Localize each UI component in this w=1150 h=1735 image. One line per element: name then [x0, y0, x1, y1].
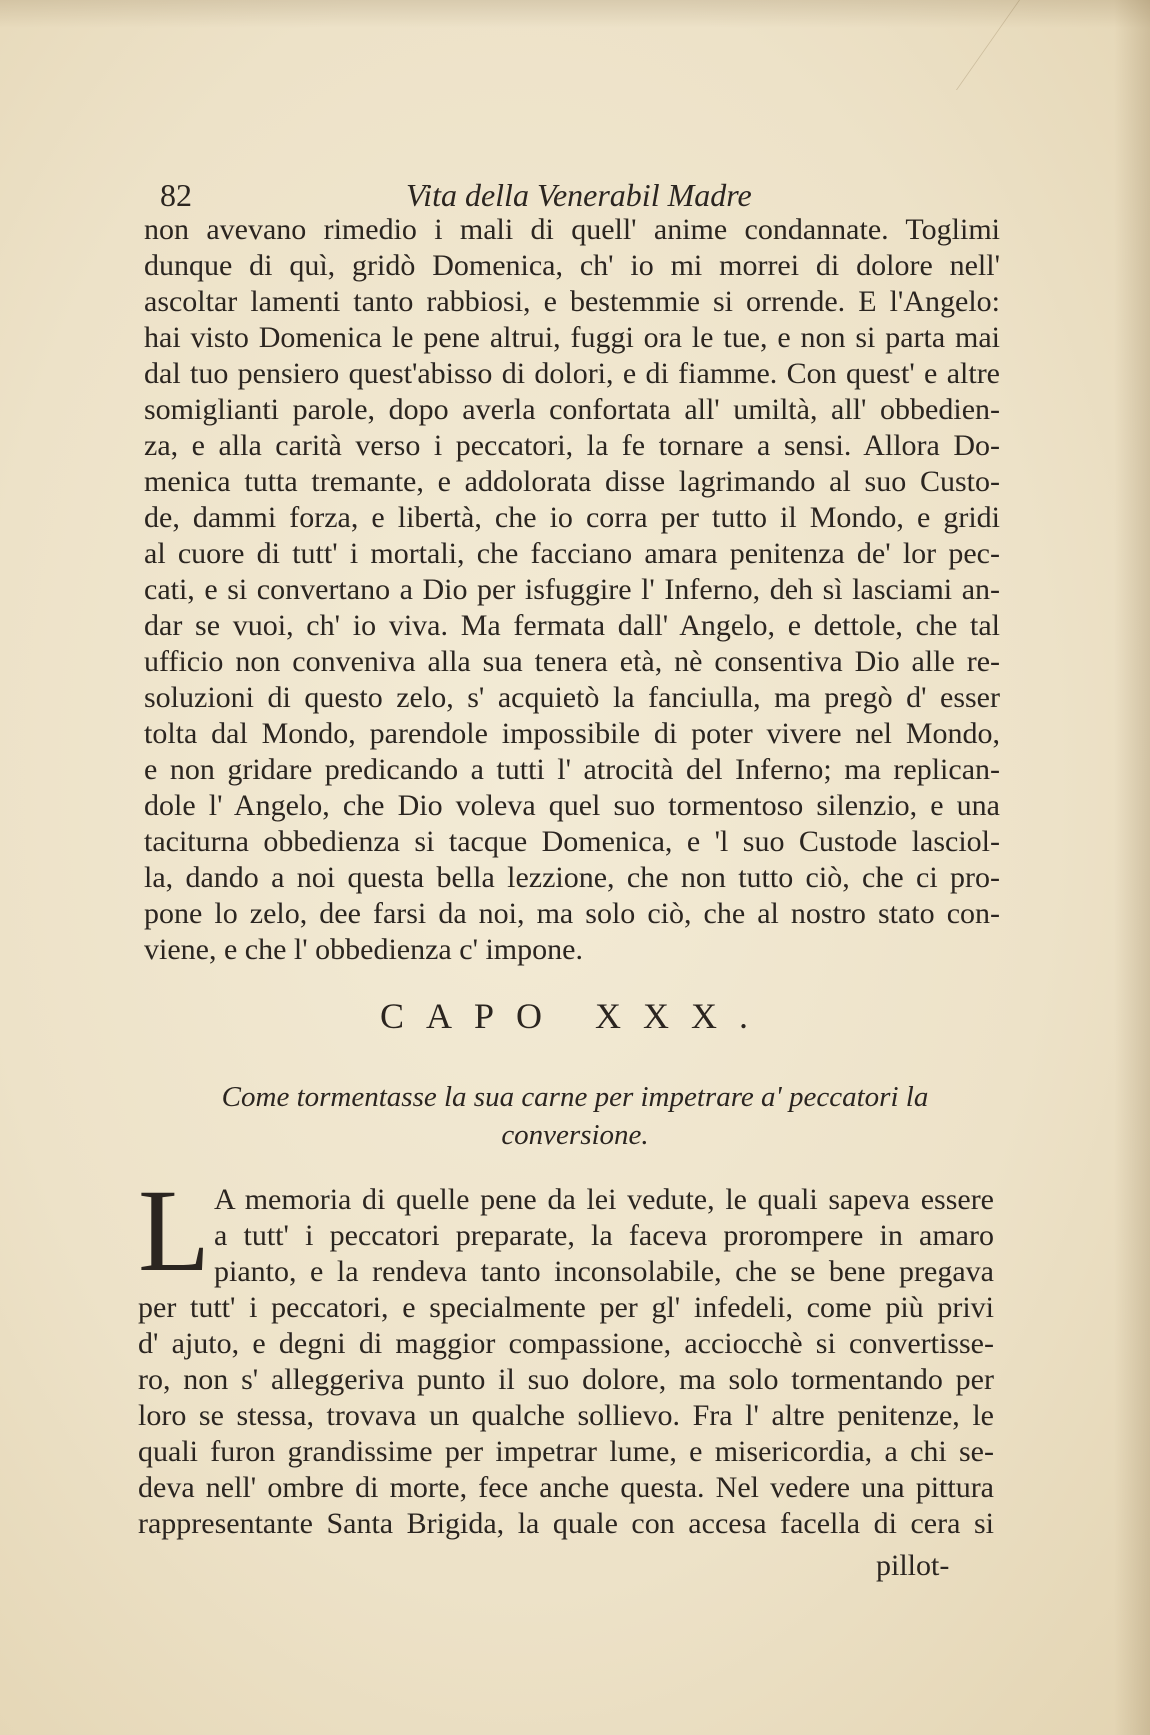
text-line: dunque di quì, gridò Domenica, ch' io mi morrei di dolore nell' [144, 249, 1000, 282]
text-line: dole l' Angelo, che Dio voleva quel suo tormentoso silenzio, e una [144, 789, 1000, 822]
subtitle-line: Come tormentasse la sua carne per impetrare a' peccatori la [221, 1081, 929, 1113]
text-line: rappresentante Santa Brigida, la quale con accesa facella di cera si [138, 1507, 994, 1540]
text-line: per tutt' i peccatori, e specialmente per gl' infedeli, come più privi [138, 1291, 994, 1324]
text-line: hai visto Domenica le pene altrui, fuggi ora le tue, e non si parta mai [144, 321, 1000, 354]
chapter-subtitle [150, 1078, 1000, 1154]
running-title: Vita della Venerabil Madre [406, 177, 752, 213]
text-line: somiglianti parole, dopo averla confortata all' umiltà, all' obbedien- [144, 393, 1000, 426]
text-line: pianto, e la rendeva tanto inconsolabile, che se bene pregava [214, 1255, 994, 1288]
text-line: ufficio non conveniva alla sua tenera età, nè consentiva Dio alle re- [144, 645, 1000, 678]
text-line: de, dammi forza, e libertà, che io corra per tutto il Mondo, e gridi [144, 501, 1000, 534]
text-line: dal tuo pensiero quest'abisso di dolori, e di fiamme. Con quest' e altre [144, 357, 1000, 390]
chapter-opening-lines [214, 1182, 994, 1290]
text-line: al cuore di tutt' i mortali, che facciano amara penitenza de' lor pec- [144, 537, 1000, 570]
text-line: soluzioni di questo zelo, s' acquietò la fanciulla, ma pregò d' esser [144, 681, 1000, 714]
page-top-shadow [0, 0, 1150, 28]
text-line: A memoria di quelle pene da lei vedute, le quali sapeva essere [214, 1183, 994, 1216]
page-number: 82 [160, 177, 192, 213]
text-line: non avevano rimedio i mali di quell' anime condannate. Toglimi [144, 213, 1000, 246]
text-line: ascoltar lamenti tanto rabbiosi, e bestemmie si orrende. E l'Angelo: [144, 285, 1000, 318]
text-line: d' ajuto, e degni di maggior compassione, acciocchè si convertisse- [138, 1327, 994, 1360]
chapter-body-lines [138, 1290, 994, 1542]
text-line: la, dando a noi questa bella lezzione, che non tutto ciò, che ci pro- [144, 861, 1000, 894]
text-line: dar se vuoi, ch' io viva. Ma fermata dall' Angelo, e dettole, che tal [144, 609, 1000, 642]
text-line: viene, e che l' obbedienza c' impone. [144, 933, 583, 966]
text-line: menica tutta tremante, e addolorata disse lagrimando al suo Custo- [144, 465, 1000, 498]
text-line: ro, non s' alleggeriva punto il suo dolore, ma solo tormentando per [138, 1363, 994, 1396]
subtitle-line: conversione. [501, 1119, 649, 1151]
text-line: za, e alla carità verso i peccatori, la fe tornare a sensi. Allora Do- [144, 429, 1000, 462]
text-line: cati, e si convertano a Dio per isfuggire l' Inferno, deh sì lasciami an- [144, 573, 1000, 606]
text-line: loro se stessa, trovava un qualche sollievo. Fra l' altre penitenze, le [138, 1399, 994, 1432]
catchword: pillot- [876, 1549, 950, 1582]
text-line: quali furon grandissime per impetrar lume, e misericordia, a chi se- [138, 1435, 994, 1468]
paragraph-continued [144, 212, 1000, 968]
text-line: pone lo zelo, dee farsi da noi, ma solo ciò, che al nostro stato con- [144, 897, 1000, 930]
chapter-heading: CAPO XXX. [379, 996, 771, 1036]
text-line: deva nell' ombre di morte, fece anche questa. Nel vedere una pittura [138, 1471, 994, 1504]
text-line: e non gridare predicando a tutti l' atrocità del Inferno; ma replican- [144, 753, 1000, 786]
drop-cap-initial: L [138, 1165, 211, 1296]
text-line: tolta dal Mondo, parendole impossibile di poter vivere nel Mondo, [144, 717, 1000, 750]
text-line: a tutt' i peccatori preparate, la faceva prorompere in amaro [214, 1219, 994, 1252]
page-edge-shadow [1114, 0, 1150, 1735]
text-line: taciturna obbedienza si tacque Domenica, e 'l suo Custode lasciol- [144, 825, 1000, 858]
